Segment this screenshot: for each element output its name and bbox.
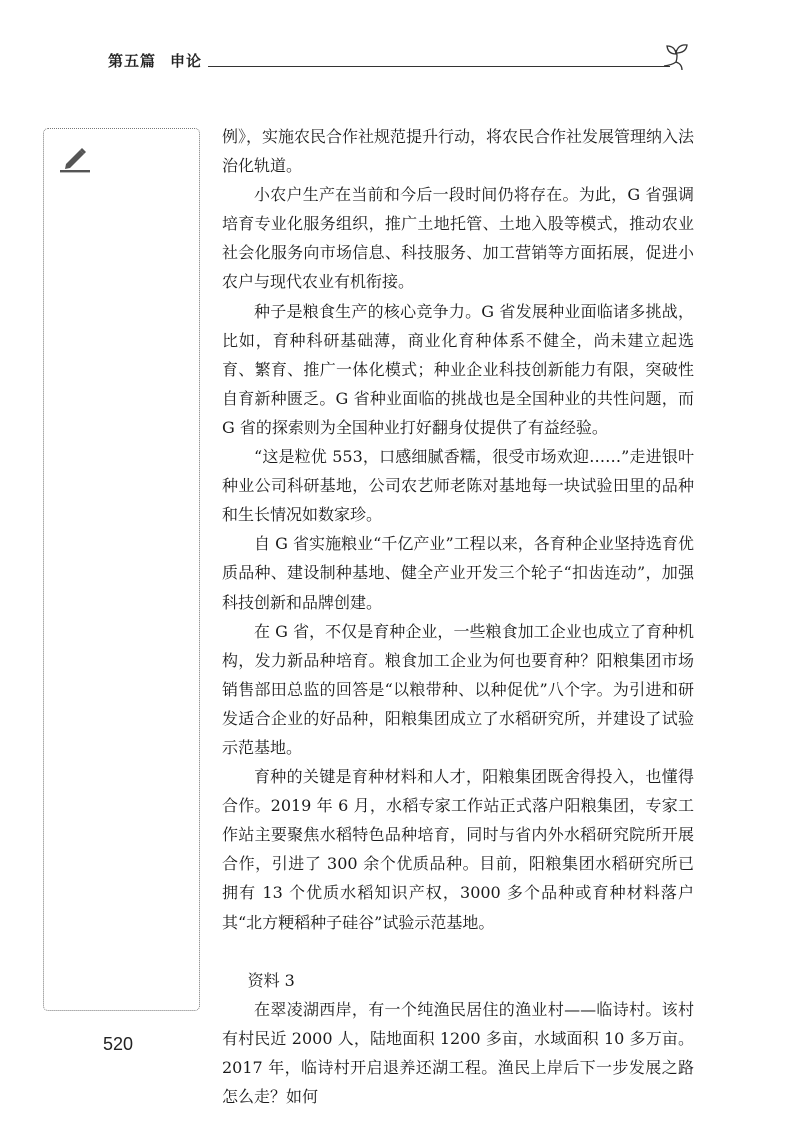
sprout-icon <box>662 42 692 72</box>
part-label: 第五篇 <box>108 52 157 70</box>
paragraph: 在翠凌湖西岸，有一个纯渔民居住的渔业村——临诗村。该村有村民近 2000 人，陆地面积 1200 多亩，水域面积 10 多万亩。2017 年，临诗村开启退养还湖工程。渔民上岸后下一步发展之路怎么走？如何 <box>222 999 694 1106</box>
paragraph: 在 G 省，不仅是育种企业，一些粮食加工企业也成立了育种机构，发力新品种培育。粮食加工企业为何也要育种？阳粮集团市场销售部田总监的回答是“以粮带种、以种促优”八个字。为引进和研发适合企业的好品种，阳粮集团成立了水稻研究所，并建设了试验示范基地。 <box>222 621 694 757</box>
paragraph: 种子是粮食生产的核心竞争力。G 省发展种业面临诸多挑战，比如，育种科研基础薄，商业化育种体系不健全，尚未建立起选育、繁育、推广一体化模式；种业企业科技创新能力有限，突破性自育新种匮乏。G 省种业面临的挑战也是全国种业的共性问题，而 G 省的探索则为全国种业打好翻身仗提供了有益经验。 <box>222 301 694 437</box>
section-title: 申论 <box>170 52 203 70</box>
paragraph: 自 G 省实施粮业“千亿产业”工程以来，各育种企业坚持选育优质品种、建设制种基地、健全产业开发三个轮子“扣齿连动”，加强科技创新和品牌创建。 <box>222 534 694 612</box>
page-number: 520 <box>103 1034 134 1054</box>
notes-margin-box <box>43 128 200 1011</box>
material-heading: 资料 3 <box>247 970 295 990</box>
paragraph: 小农户生产在当前和今后一段时间仍将存在。为此，G 省强调培育专业化服务组织，推广土地托管、土地入股等模式，推动农业社会化服务向市场信息、科技服务、加工营销等方面拓展，促进小农户与现代农业有机衔接。 <box>222 185 694 292</box>
header-rule <box>208 66 670 67</box>
pencil-icon <box>58 144 92 174</box>
body-text <box>222 122 694 1111</box>
paragraph: 例》，实施农民合作社规范提升行动，将农民合作社发展管理纳入法治化轨道。 <box>222 127 695 176</box>
paragraph: 育种的关键是育种材料和人才，阳粮集团既舍得投入，也懂得合作。2019 年 6 月，水稻专家工作站正式落户阳粮集团，专家工作站主要聚焦水稻特色品种培育，同时与省内外水稻研究院所开展合作，引进了 300 余个优质品种。目前，阳粮集团水稻研究所已拥有 13 个优质水稻知识产权，3000 多个品种或育种材料落户其“北方粳稻种子硅谷”试验示范基地。 <box>222 767 694 932</box>
running-header <box>108 50 202 71</box>
paragraph: “这是粒优 553，口感细腻香糯，很受市场欢迎……”走进银叶种业公司科研基地，公司农艺师老陈对基地每一块试验田里的品种和生长情况如数家珍。 <box>222 447 694 525</box>
